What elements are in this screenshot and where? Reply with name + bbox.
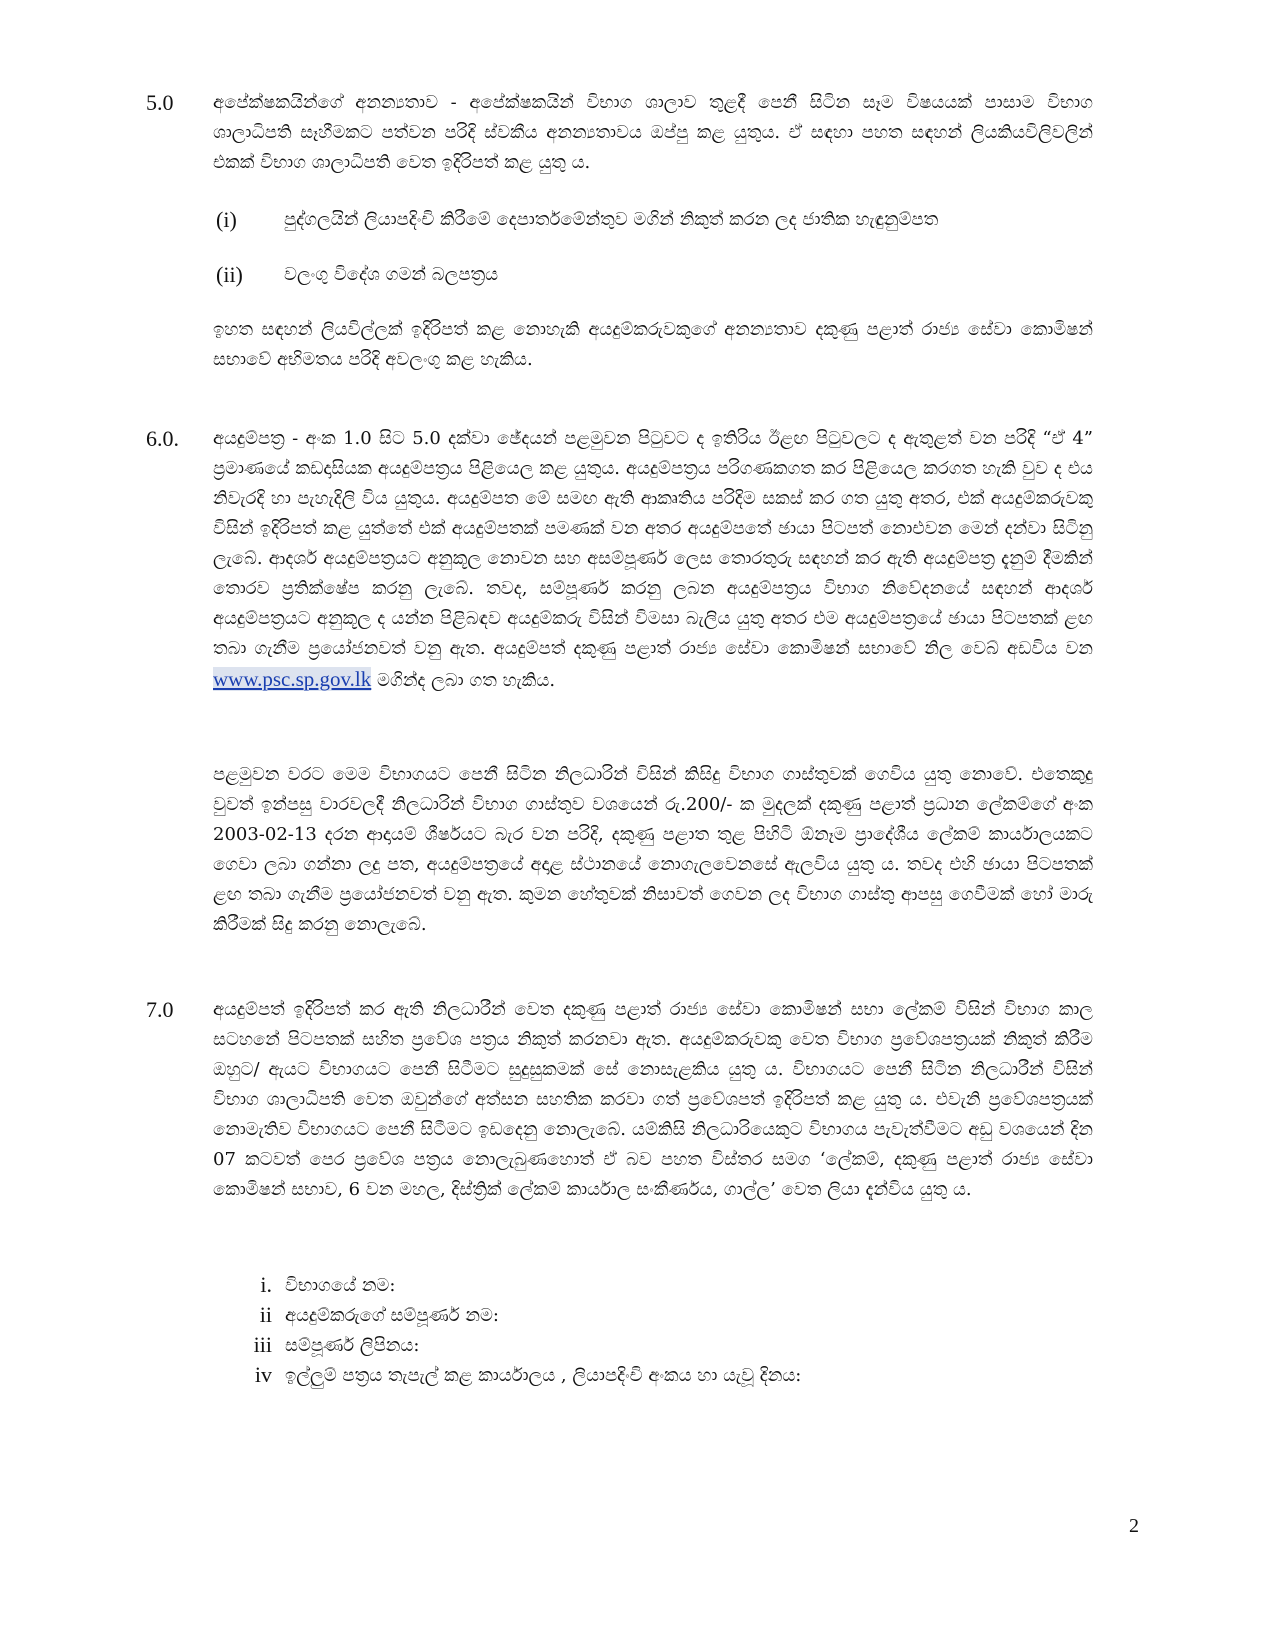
section-7-item-3-text: සම්පූර්ණ ලිපිනය: bbox=[285, 1335, 420, 1356]
section-5-note: ඉහත සඳහන් ලියවිල්ලක් ඉදිරිපත් කළ නොහැකි අයදුම්කරුවකුගේ අනන්‍යතාව දකුණු පළාත් රාජ්‍ය සේවා කොමිෂන් සභාවේ අභිමතය පරිදි අවලංගු කළ හැකිය. bbox=[213, 319, 1093, 370]
section-6-number: 6.0. bbox=[146, 426, 179, 451]
section-7-number: 7.0 bbox=[146, 997, 174, 1022]
section-6-paragraph bbox=[213, 424, 1093, 696]
page-number: 2 bbox=[1129, 1515, 1139, 1537]
section-7-item-4-marker: iv bbox=[254, 1362, 272, 1387]
section-7-item-4-text: ඉල්ලුම් පත්‍රය තැපැල් කළ කාර්යාලය , ලියාපදිංචි අංකය හා යැවූ දිනය: bbox=[285, 1365, 802, 1386]
psc-website-link[interactable]: www.psc.sp.gov.lk bbox=[213, 667, 372, 691]
section-5-item-2-marker: (ii) bbox=[216, 262, 243, 287]
section-5-number: 5.0 bbox=[146, 90, 174, 115]
section-5-paragraph: අපේක්ෂකයින්ගේ අනන්‍යතාව - අපේක්ෂකයින් විභාග ශාලාව තුළදී පෙනී සිටින සෑම විෂයයක් පාසාම විභාග ශාලාධිපති සෑහීමකට පත්වන පරිදි ස්වකීය අනන්‍යතාවය ඔප්පු කළ යුතුය. ඒ සඳහා පහත සඳහන් ලියකියවිලිවලින් එකක් විභාග ශාලාධිපති වෙත ඉදිරිපත් කළ යුතු ය. bbox=[213, 92, 1093, 173]
section-7-item-1-text: විභාගයේ නම: bbox=[285, 1275, 396, 1296]
section-5-item-1-text: පුද්ගලයින් ලියාපදිංචි කිරීමේ දෙපාර්තමේන්තුව මගින් නිකුත් කරන ලද ජාතික හැඳුනුම්පත bbox=[284, 209, 939, 230]
section-6-text-after-link: මගින්ද ලබා ගත හැකිය. bbox=[371, 670, 556, 691]
section-7-item-1-marker: i. bbox=[260, 1272, 272, 1297]
section-7-item-2-marker: ii bbox=[259, 1302, 272, 1327]
section-6-text: අයදුම්පත්‍ර - අංක 1.0 සිට 5.0 දක්වා ඡේදයන් පළමුවන පිටුවට ද ඉතිරිය ඊළඟ පිටුවලට ද ඇතුළත් වන පරිදි “ඒ 4” ප්‍රමාණයේ කඩදාසියක අයදුම්පත්‍රය පිළියෙල කළ යුතුය. අයදුම්පත්‍රය පරිගණකගත කර පිළියෙල කරගත හැකි වුව ද එය නිවැරදි හා පැහැදිලි විය යුතුය. අයදුම්පත මේ සමඟ ඇති ආකෘතිය පරිදිම සකස් කර ගත යුතු අතර, එක් අයදුම්කරුවකු විසින් ඉදිරිපත් කළ යුත්තේ එක් අයදුම්පතක් පමණක් වන අතර අයදුම්පතේ ඡායා පිටපත් නොඑවන මෙන් දන්වා සිටිනු ලැබේ. ආදර්ශ අයදුම්පත්‍රයට අනුකූල නොවන සහ අසම්පූර්ණ ලෙස තොරතුරු සඳහන් කර ඇති අයදුම්පත්‍ර දැනුම් දීමකින් තොරව ප්‍රතික්ෂේප කරනු ලැබේ. තවද, සම්පූර්ණ කරනු ලබන අයදුම්පත්‍රය විභාග නිවේදනයේ සඳහන් ආදර්ශ අයදුම්පත්‍රයට අනුකූල ද යන්න පිළිබඳව අයදුම්කරු විසින් විමසා බැලිය යුතු අතර එම අයදුම්පත්‍රයේ ඡායා පිටපතක් ළඟ තබා ගැනීම ප්‍රයෝජනවත් වනු ඇත. අයදුම්පත් දකුණු පළාත් රාජ්‍ය සේවා කොමිෂන් සභාවේ නිල වෙබ් අඩවිය වන bbox=[213, 428, 1093, 659]
section-7-paragraph: අයදුම්පත් ඉදිරිපත් කර ඇති නිලධාරීන් වෙත දකුණු පළාත් රාජ්‍ය සේවා කොමිෂන් සභා ලේකම් විසින් විභාග කාල සටහනේ පිටපතක් සහිත ප්‍රවේශ පත්‍රය නිකුත් කරනවා ඇත. අයදුම්කරුවකු වෙත විභාග ප්‍රවේශපත්‍රයක් නිකුත් කිරීම ඔහුට/ ඇයට විභාගයට පෙනී සිටීමට සුදුසුකමක් සේ නොසැළකිය යුතු ය. විභාගයට පෙනී සිටින නිලධාරීන් විසින් විභාග ශාලාධිපති වෙත ඔවුන්ගේ අත්සන සහතික කරවා ගත් ප්‍රවේශපත් ඉදිරිපත් කළ යුතු ය. එවැනි ප්‍රවේශපත්‍රයක් නොමැතිව විභාගයට පෙනී සිටීමට ඉඩදෙනු නොලැබේ. යම්කිසි නිලධාරියෙකුට විභාගය පැවැත්වීමට අඩු වශයෙන් දින 07 කටවත් පෙර ප්‍රවේශ පත්‍රය නොලැබුණහොත් ඒ බව පහත විස්තර සමග ‘ලේකම්, දකුණු පළාත් රාජ්‍ය සේවා කොමිෂන් සභාව, 6 වන මහල, දිස්ත්‍රික් ලේකම් කාර්යාල සංකීර්ණය, ගාල්ල’ වෙත ලියා දැන්විය යුතු ය. bbox=[213, 999, 1093, 1200]
section-5-item-2-text: වලංගු විදේශ ගමන් බලපත්‍රය bbox=[284, 264, 499, 285]
section-5-item-1-marker: (i) bbox=[216, 207, 237, 232]
section-6-fee-paragraph: පළමුවන වරට මෙම විභාගයට පෙනී සිටින නිලධාරින් විසින් කිසිදු විභාග ගාස්තුවක් ගෙවිය යුතු නොවේ. එතෙකුදු වුවත් ඉන්පසු වාරවලදී නිලධාරින් විභාග ගාස්තුව වශයෙන් රු.200/- ක මුදලක් දකුණු පළාත් ප්‍රධාන ලේකම්ගේ අංක 2003-02-13 දරන ආදායම් ශීර්ෂයට බැර වන පරිදි, දකුණු පළාත තුළ පිහිටි ඕනෑම ප්‍රාදේශීය ලේකම් කාර්යාලයකට ගෙවා ලබා ගන්නා ලදු පත, අයදුම්පත්‍රයේ අදාළ ස්ථානයේ නොගැලවෙනසේ ඇලවිය යුතු ය. තවද එහි ඡායා පිටපතක් ළඟ තබා ගැනීම ප්‍රයෝජනවත් වනු ඇත. කුමන හේතුවක් නිසාවත් ගෙවන ලද විභාග ගාස්තු ආපසු ගෙවීමක් හෝ මාරු කිරීමක් සිදු කරනු නොලැබේ. bbox=[213, 764, 1093, 935]
section-7-item-3-marker: iii bbox=[253, 1332, 272, 1357]
section-7-item-2-text: අයදුම්කරුගේ සම්පූර්ණ නම: bbox=[285, 1305, 499, 1326]
